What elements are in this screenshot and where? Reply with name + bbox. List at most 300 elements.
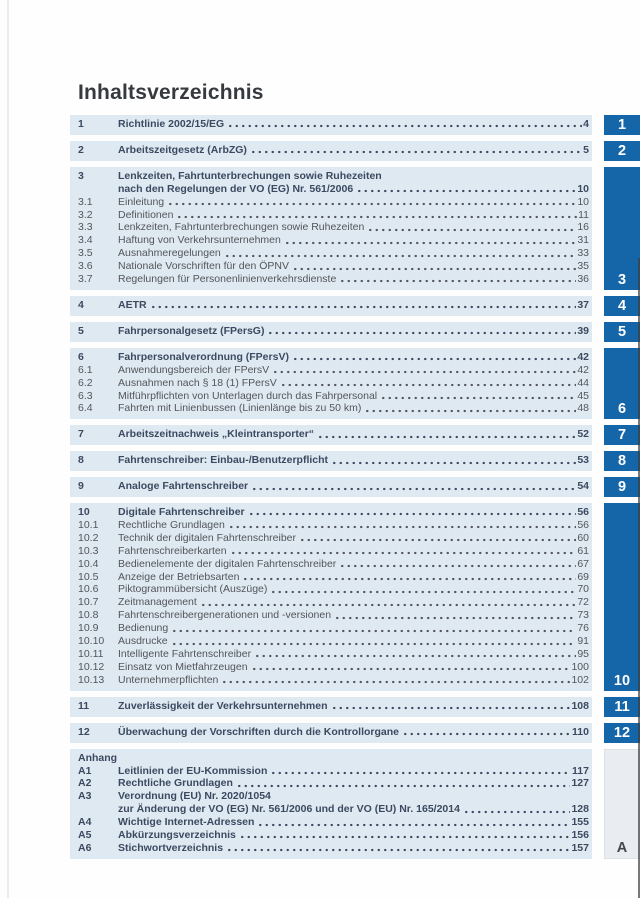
toc-entry-title: Intelligente Fahrtenschreiber — [118, 648, 252, 660]
toc-entry-body — [118, 790, 589, 816]
toc-entry — [78, 635, 589, 648]
toc-entry-title: Abkürzungsverzeichnis — [118, 829, 236, 842]
toc-entry-line — [118, 571, 589, 584]
toc-entry-body — [118, 118, 589, 131]
toc-entry-title: Fahrpersonalverordnung (FPersV) — [118, 350, 289, 363]
toc-entry-body — [118, 661, 589, 674]
toc-entry-title: Ausdrucke — [118, 635, 168, 648]
dotted-leader — [331, 454, 576, 467]
toc-entry — [78, 196, 589, 209]
section-tab-9: 9 — [604, 477, 640, 497]
toc-section-band — [70, 322, 592, 342]
dotted-leader — [280, 377, 577, 390]
toc-entry-body — [118, 273, 589, 286]
toc-entry-line — [118, 170, 589, 183]
toc-entry-line — [118, 596, 589, 609]
toc-entry-number: 10.2 — [78, 531, 99, 544]
toc-entry-number: 7 — [78, 428, 84, 441]
toc-entry-body — [118, 622, 589, 635]
toc-entry-title: nach den Regelungen der VO (EG) Nr. 561/2006 — [118, 182, 354, 195]
dotted-leader — [463, 803, 571, 816]
toc-section — [70, 322, 640, 342]
toc-entry-line — [118, 260, 589, 273]
toc-entry — [78, 364, 589, 377]
toc-entry-body — [118, 234, 589, 247]
toc-entry-page: 54 — [577, 480, 589, 493]
toc-entry-number: A2 — [78, 777, 92, 790]
toc-section — [70, 167, 640, 290]
toc-entry-body — [118, 726, 589, 739]
toc-entry-page: 36 — [577, 273, 589, 286]
toc-entry-title: Lenkzeiten, Fahrtunterbrechungen sowie Ruhezeiten — [118, 221, 365, 234]
toc-entry-page: 45 — [577, 389, 589, 402]
toc-entry-title: Anzeige der Betriebsarten — [118, 570, 240, 583]
toc-entry-page: 127 — [571, 777, 589, 790]
toc-entry-page: 33 — [577, 247, 589, 260]
toc-entry-number: 8 — [78, 454, 84, 467]
section-tab-8: 8 — [604, 451, 640, 471]
dotted-leader — [339, 273, 576, 286]
toc-entry-number: 3.1 — [78, 195, 93, 208]
toc-entry-page: 31 — [577, 234, 589, 247]
toc-entry-line — [118, 842, 589, 855]
toc-entry — [78, 816, 589, 829]
toc-entry-body — [118, 829, 589, 842]
toc-entry — [78, 234, 589, 247]
toc-entry-number: A5 — [78, 829, 92, 842]
toc-entry-body — [118, 247, 589, 260]
toc-entry-page: 73 — [577, 609, 589, 622]
toc-entry-number: 3.4 — [78, 234, 93, 247]
toc-entry-body — [118, 454, 589, 467]
toc-entry-title: Richtlinie 2002/15/EG — [118, 118, 225, 130]
section-tab-a: A — [604, 749, 640, 859]
dotted-leader — [292, 260, 576, 273]
toc-entry-title: Rechtliche Grundlagen — [118, 777, 233, 790]
dotted-leader — [224, 247, 577, 260]
toc-entry-number: 10 — [78, 506, 90, 519]
toc-entry — [78, 674, 589, 687]
toc-entry-line — [118, 765, 589, 778]
toc-entry-number: 1 — [78, 118, 84, 130]
toc-entry — [78, 571, 589, 584]
toc-section — [70, 296, 640, 316]
toc-entry — [78, 558, 589, 571]
toc-entry — [78, 545, 589, 558]
dotted-leader — [272, 364, 576, 377]
toc-entry-page: 48 — [577, 402, 589, 415]
toc-entry-title: Fahrtenschreiberkarten — [118, 544, 227, 557]
toc-entry-body — [118, 480, 589, 493]
toc-section — [70, 348, 640, 420]
toc-entry-body — [118, 364, 589, 377]
toc-entry-line — [118, 777, 589, 790]
dotted-leader — [226, 842, 570, 855]
anhang-heading: Anhang — [78, 751, 118, 764]
toc-entry-page: 157 — [571, 841, 589, 854]
toc-entry-number: A3 — [78, 790, 92, 803]
toc-entry-line — [118, 519, 589, 532]
section-tab-11: 11 — [604, 697, 640, 717]
toc-entry-title: Mitführpflichten von Unterlagen durch das Fahrpersonal — [118, 389, 378, 402]
toc-section-band — [70, 749, 592, 859]
toc-entry-page: 156 — [571, 829, 589, 842]
toc-entry-title: Nationale Vorschriften für den ÖPNV — [118, 260, 290, 273]
toc-entry-number: 10.4 — [78, 557, 99, 570]
toc-entry-number: A6 — [78, 841, 92, 854]
toc-entry-title: Unternehmerpflichten — [118, 673, 219, 686]
toc-entry-body — [118, 325, 589, 338]
toc-entry-body — [118, 209, 589, 222]
toc-entry-title: Leitlinien der EU-Kommission — [118, 764, 268, 777]
toc-entry-line — [118, 816, 589, 829]
dotted-leader — [356, 183, 576, 196]
toc-entry — [78, 519, 589, 532]
dotted-leader — [251, 480, 576, 493]
toc-entry — [78, 790, 589, 816]
toc-entry-number: 3.3 — [78, 221, 93, 234]
toc-entry-line — [118, 196, 589, 209]
dotted-leader — [267, 325, 576, 338]
toc-entry-page: 42 — [577, 363, 589, 376]
toc-entry — [78, 765, 589, 778]
section-tab-4: 4 — [604, 296, 640, 316]
toc-entry-body — [118, 519, 589, 532]
toc-entry-number: 3 — [78, 169, 84, 182]
toc-section — [70, 141, 640, 161]
toc-entry-title: Arbeitszeitgesetz (ArbZG) — [118, 143, 247, 156]
toc-entry-line — [118, 790, 589, 803]
toc-entry-page: 117 — [572, 764, 589, 777]
toc-section — [70, 723, 640, 743]
dotted-leader — [227, 118, 582, 131]
toc-entry-number: 2 — [78, 143, 84, 156]
toc-entry-number: 10.12 — [78, 660, 105, 673]
toc-entry-title: Fahrtenschreibergenerationen und -versionen — [118, 609, 332, 622]
toc-section-band — [70, 477, 592, 497]
toc-entry-number: 3.2 — [78, 208, 93, 221]
toc-entry-title: Fahrten mit Linienbussen (Linienlänge bis zu 50 km) — [118, 402, 362, 415]
toc-entry-page: 91 — [577, 635, 589, 648]
toc-section — [70, 749, 640, 859]
toc-entry-number: 10.9 — [78, 622, 99, 635]
toc-entry-line — [118, 364, 589, 377]
toc-entry-page: 5 — [583, 143, 589, 156]
section-tab-12: 12 — [604, 723, 640, 743]
toc-entry-page: 110 — [572, 725, 589, 738]
section-tab-7: 7 — [604, 425, 640, 445]
toc-entry — [78, 209, 589, 222]
toc-entry-page: 155 — [571, 816, 589, 829]
page-title: Inhaltsverzeichnis — [78, 81, 264, 104]
toc-entry-body — [118, 571, 589, 584]
toc-entry-line — [118, 829, 589, 842]
toc-entry — [78, 377, 589, 390]
toc-entry-line — [118, 648, 589, 661]
toc-entry-title: Analoge Fahrtenschreiber — [118, 480, 249, 493]
toc-entry-line — [118, 118, 589, 131]
section-tab-2: 2 — [604, 141, 640, 161]
toc-entry-body — [118, 558, 589, 571]
toc-entry-body — [118, 596, 589, 609]
toc-entry-body — [118, 402, 589, 415]
toc-entry-body — [118, 765, 589, 778]
toc-entry — [78, 829, 589, 842]
toc-entry-line — [118, 428, 589, 441]
toc-entry-number: 6.1 — [78, 363, 93, 376]
toc-entry-number: 3.7 — [78, 273, 93, 286]
toc-entry — [78, 480, 589, 493]
dotted-leader — [380, 390, 576, 403]
toc-section — [70, 503, 640, 691]
toc-entry-number: A4 — [78, 816, 92, 829]
toc-entry-page: 108 — [571, 699, 589, 712]
toc-entry-title: Arbeitszeitnachweis „Kleintransporter“ — [118, 428, 315, 441]
dotted-leader — [270, 765, 571, 778]
toc-entry-title: Digitale Fahrtenschreiber — [118, 506, 245, 519]
toc-entry-page: 56 — [577, 518, 589, 531]
toc-entry-title: Ausnahmeregelungen — [118, 247, 221, 260]
toc-entry-body — [118, 377, 589, 390]
toc-entry-title: Lenkzeiten, Fahrtunterbrechungen sowie Ruhezeiten — [118, 169, 382, 182]
toc-entry — [78, 118, 589, 131]
toc-entry-page: 44 — [577, 376, 589, 389]
dotted-leader — [228, 519, 576, 532]
toc-entry-title: Einsatz von Mietfahrzeugen — [118, 660, 248, 673]
toc-entry-line — [118, 726, 589, 739]
toc-entry-number: 6 — [78, 350, 84, 363]
toc-entry-number: 10.8 — [78, 609, 99, 622]
toc-entry-line — [118, 506, 589, 519]
toc-entry-line — [118, 454, 589, 467]
section-tab-5: 5 — [604, 322, 640, 342]
toc-entry — [78, 532, 589, 545]
toc-section — [70, 697, 640, 717]
toc-entry-page: 39 — [577, 324, 589, 337]
toc-entry-page: 10 — [577, 182, 589, 195]
toc-entry-title: Regelungen für Personenlinienverkehrsdienste — [118, 273, 337, 286]
toc-entry-body — [118, 609, 589, 622]
dotted-leader — [221, 674, 570, 687]
dotted-leader — [167, 196, 576, 209]
dotted-leader — [200, 596, 577, 609]
toc-entry-page: 4 — [583, 118, 589, 130]
toc-entry — [78, 390, 589, 403]
toc-entry-body — [118, 390, 589, 403]
toc-entry-title: Technik der digitalen Fahrtenschreiber — [118, 531, 297, 544]
dotted-leader — [250, 144, 582, 157]
toc-entry — [78, 299, 589, 312]
toc-section — [70, 477, 640, 497]
toc-entry-number: 3.6 — [78, 260, 93, 273]
toc-entry-number: 11 — [78, 699, 90, 712]
toc-entry-body — [118, 842, 589, 855]
toc-entry — [78, 622, 589, 635]
section-tab-1: 1 — [604, 115, 640, 135]
toc-entry-page: 95 — [577, 648, 589, 660]
toc-entry-page: 61 — [577, 544, 589, 557]
toc-entry-number: 10.10 — [78, 635, 105, 648]
toc-section-band — [70, 348, 592, 420]
toc-entry-line — [118, 674, 589, 687]
toc-entry-page: 76 — [577, 622, 589, 635]
toc-entry-body — [118, 170, 589, 196]
toc-entry-page: 11 — [578, 208, 589, 221]
toc-entry-number: 5 — [78, 324, 84, 337]
toc-entry — [78, 144, 589, 157]
toc-entry-title: Haftung von Verkehrsunternehmen — [118, 234, 281, 247]
toc-entry — [78, 726, 589, 739]
dotted-leader — [402, 726, 571, 739]
toc-entry-page: 102 — [571, 673, 589, 686]
toc-entry-number: 10.6 — [78, 583, 99, 596]
toc-section-band — [70, 451, 592, 471]
toc-entry — [78, 661, 589, 674]
toc-entry-number: 10.13 — [78, 673, 105, 686]
toc-entry-line — [118, 583, 589, 596]
toc-entry-line — [118, 545, 589, 558]
toc-entry-page: 37 — [577, 298, 589, 311]
toc-entry — [78, 609, 589, 622]
toc-entry-body — [118, 351, 589, 364]
toc-section-band — [70, 697, 592, 717]
toc-entry-line — [118, 273, 589, 286]
dotted-leader — [230, 545, 577, 558]
toc-entry-page: 100 — [571, 660, 589, 673]
toc-entry-body — [118, 700, 589, 713]
toc-entry-body — [118, 196, 589, 209]
dotted-leader — [270, 583, 576, 596]
toc-entry-line — [118, 700, 589, 713]
toc-entry-title: Zeitmanagement — [118, 596, 197, 609]
toc-entry-page: 56 — [577, 506, 589, 519]
toc-entry-line — [118, 803, 589, 816]
toc-entry-body — [118, 674, 589, 687]
toc-entry-page: 67 — [577, 557, 589, 570]
dotted-leader — [150, 299, 577, 312]
toc-entry-number: 6.4 — [78, 402, 93, 415]
toc-entry-title: Wichtige Internet-Adressen — [118, 816, 255, 829]
toc-entry — [78, 247, 589, 260]
dotted-leader — [331, 700, 571, 713]
toc-entry-number: 12 — [78, 725, 90, 738]
toc-entry-title: Zuverlässigkeit der Verkehrsunternehmen — [118, 699, 328, 712]
toc-entry-body — [118, 648, 589, 661]
toc-entry — [78, 402, 589, 415]
toc-entry-number: 10.5 — [78, 570, 99, 583]
toc-entry-page: 52 — [577, 428, 589, 441]
toc-entry — [78, 648, 589, 661]
section-tab-10: 10 — [604, 503, 640, 691]
toc-entry-body — [118, 816, 589, 829]
toc-section-band — [70, 723, 592, 743]
toc-entry-title: Anwendungsbereich der FPersV — [118, 363, 270, 376]
dotted-leader — [171, 635, 577, 648]
dotted-leader — [239, 829, 571, 842]
toc-entry-number: 9 — [78, 480, 84, 493]
dotted-leader — [292, 351, 576, 364]
toc-section-band — [70, 115, 592, 135]
toc-entry-body — [118, 506, 589, 519]
toc-entry-body — [118, 545, 589, 558]
toc-entry — [78, 583, 589, 596]
toc-entry-page: 35 — [577, 260, 589, 273]
toc-entry-title: Piktogrammübersicht (Auszüge) — [118, 583, 268, 596]
toc-entry-page: 53 — [577, 454, 589, 467]
toc-entry — [78, 351, 589, 364]
toc-entry-body — [118, 260, 589, 273]
toc-entry-body — [118, 428, 589, 441]
section-tab-3: 3 — [604, 167, 640, 290]
dotted-leader — [367, 221, 576, 234]
toc-entry-number: 10.3 — [78, 544, 99, 557]
toc-section-band — [70, 141, 592, 161]
toc-section-band — [70, 503, 592, 691]
toc-entry-line — [118, 661, 589, 674]
toc-entry-line — [118, 635, 589, 648]
toc-entry-body — [118, 583, 589, 596]
toc-entry-line — [118, 221, 589, 234]
toc-entry — [78, 596, 589, 609]
dotted-leader — [299, 532, 576, 545]
toc-entry-title: AETR — [118, 298, 147, 311]
dotted-leader — [334, 609, 576, 622]
toc-section — [70, 425, 640, 445]
toc-entry-line — [118, 183, 589, 196]
toc-entry-body — [118, 635, 589, 648]
toc-entry-number: 4 — [78, 298, 84, 311]
toc-entry — [78, 454, 589, 467]
toc-entry — [78, 700, 589, 713]
toc-entry-line — [118, 325, 589, 338]
dotted-leader — [317, 428, 576, 441]
toc-entry — [78, 221, 589, 234]
toc-entry-line — [118, 144, 589, 157]
toc-entry-line — [118, 234, 589, 247]
toc-entry — [78, 777, 589, 790]
toc-entry-line — [118, 558, 589, 571]
toc-entry-line — [118, 351, 589, 364]
toc-entry-page: 69 — [577, 570, 589, 583]
toc-entry — [78, 506, 589, 519]
toc-entry-title: Ausnahmen nach § 18 (1) FPersV — [118, 376, 277, 389]
toc-entry-title: Bedienung — [118, 622, 169, 635]
toc-entry-number: 6.2 — [78, 376, 93, 389]
toc-entry-page: 60 — [577, 531, 589, 544]
dotted-leader — [254, 648, 576, 661]
dotted-leader — [176, 209, 577, 222]
toc-section-band — [70, 167, 592, 290]
toc-entry-line — [118, 622, 589, 635]
toc-section-band — [70, 425, 592, 445]
toc-entry-line — [118, 480, 589, 493]
toc-entry-body — [118, 221, 589, 234]
toc-entry-title: Definitionen — [118, 208, 174, 221]
toc-entry-line — [118, 299, 589, 312]
toc-entry-number: 3.5 — [78, 247, 93, 260]
dotted-leader — [364, 402, 576, 415]
toc-entry-line — [118, 390, 589, 403]
toc-entry-page: 10 — [577, 195, 589, 208]
toc-entry-number: 10.11 — [78, 648, 104, 660]
toc-entry-line — [118, 247, 589, 260]
toc-entry — [78, 428, 589, 441]
toc-entry — [78, 842, 589, 855]
toc-entry-body — [118, 777, 589, 790]
toc-entry-title: Stichwortverzeichnis — [118, 841, 224, 854]
toc-entry-page: 42 — [577, 350, 589, 363]
toc-entry-page: 70 — [577, 583, 589, 596]
